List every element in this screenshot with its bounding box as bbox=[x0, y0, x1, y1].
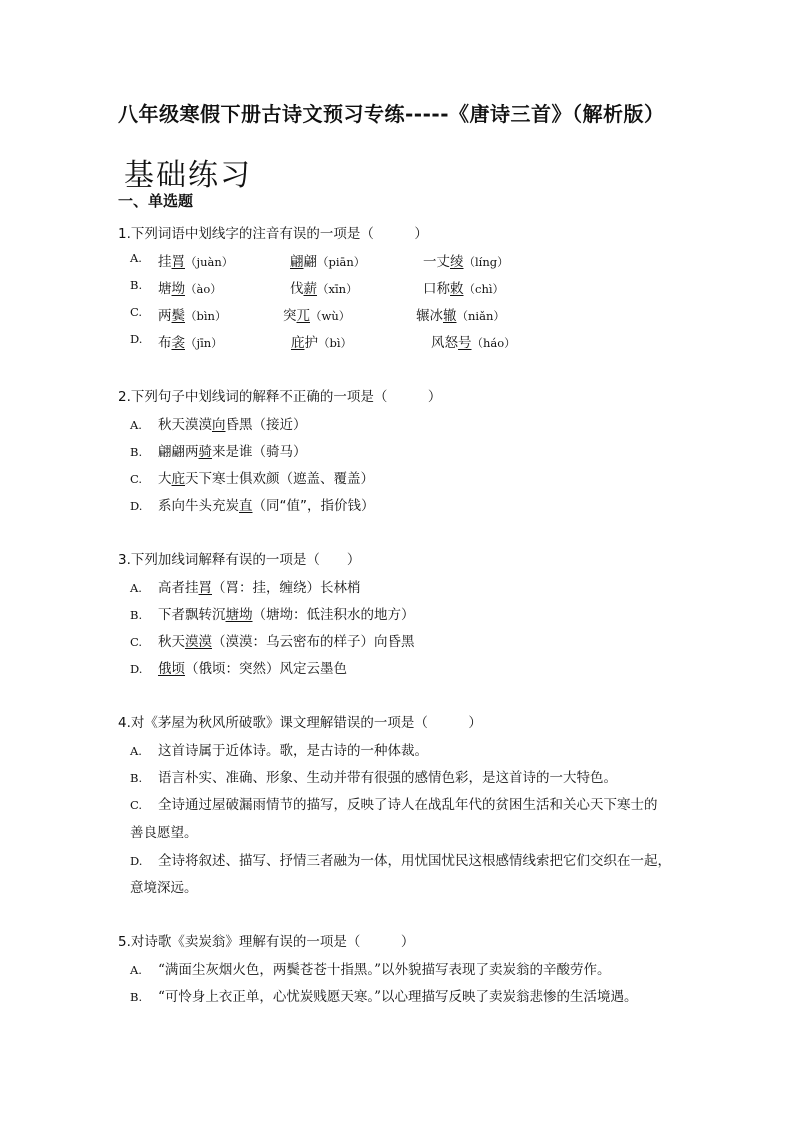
q1-option-b-letter: B. bbox=[130, 278, 143, 292]
q2-option-d: D. 系向牛头充炭直（同“值”，指价钱） bbox=[130, 498, 375, 514]
q1-b-item-3: 口称敕（chì） bbox=[423, 281, 505, 297]
section-title: 基础练习 bbox=[124, 158, 252, 193]
q1-c-item-2: 突兀（wù） bbox=[283, 308, 351, 324]
q1-b-item-1: 塘坳（ào） bbox=[158, 281, 222, 297]
q1-option-c-letter: C. bbox=[130, 305, 143, 319]
question-5-stem: 5.对诗歌《卖炭翁》理解有误的一项是（ ） bbox=[118, 934, 415, 950]
q3-option-a: A. 高者挂罥（罥：挂，缠绕）长林梢 bbox=[130, 580, 361, 596]
q1-c-item-3: 辗冰辙（niǎn） bbox=[416, 308, 505, 324]
q1-a-item-2: 翩翩（piān） bbox=[290, 254, 366, 270]
q1-option-d-letter: D. bbox=[130, 332, 143, 346]
q5-option-b: B. “可怜身上衣正单，心忧炭贱愿天寒。”以心理描写反映了卖炭翁悲惨的生活境遇。 bbox=[130, 989, 638, 1005]
q2-option-b: B. 翩翩两骑来是谁（骑马） bbox=[130, 444, 307, 460]
question-2-stem: 2.下列句子中划线词的解释不正确的一项是（ ） bbox=[118, 389, 442, 405]
q4-option-c: C. 全诗通过屋破漏雨情节的描写，反映了诗人在战乱年代的贫困生活和关心天下寒士的 bbox=[130, 797, 658, 813]
q1-a-item-3: 一丈绫（líng） bbox=[423, 254, 509, 270]
q1-d-item-1: 布衾（jīn） bbox=[158, 335, 223, 351]
q4-option-a: A. 这首诗属于近体诗。歌，是古诗的一种体裁。 bbox=[130, 743, 428, 759]
q3-option-c: C. 秋天漠漠（漠漠：乌云密布的样子）向昏黑 bbox=[130, 634, 415, 650]
page-title: 八年级寒假下册古诗文预习专练-----《唐诗三首》（解析版） bbox=[118, 102, 665, 126]
q2-option-c: C. 大庇天下寒士俱欢颜（遮盖、覆盖） bbox=[130, 471, 374, 487]
q1-c-item-1: 两鬓（bìn） bbox=[158, 308, 227, 324]
question-4-stem: 4.对《茅屋为秋风所破歌》课文理解错误的一项是（ ） bbox=[118, 715, 482, 731]
q4-option-d: D. 全诗将叙述、描写、抒情三者融为一体，用忧国忧民这根感情线索把它们交织在一起， bbox=[130, 853, 671, 869]
question-3-stem: 3.下列加线词解释有误的一项是（ ） bbox=[118, 552, 361, 568]
q2-option-a: A. 秋天漠漠向昏黑（接近） bbox=[130, 417, 307, 433]
q3-option-d: D. 俄顷（俄顷：突然）风定云墨色 bbox=[130, 661, 347, 677]
q1-d-item-2: 庇护（bì） bbox=[291, 335, 353, 351]
section-subtitle: 一、单选题 bbox=[118, 192, 194, 210]
q1-d-item-3: 风怒号（háo） bbox=[431, 335, 516, 351]
q1-option-a-letter: A. bbox=[130, 251, 142, 265]
q1-a-item-1: 挂罥（juàn） bbox=[158, 254, 234, 270]
q3-option-b: B. 下者飘转沉塘坳（塘坳：低洼积水的地方） bbox=[130, 607, 415, 623]
q1-b-item-2: 伐薪（xīn） bbox=[290, 281, 358, 297]
q4-option-c-continued: 善良愿望。 bbox=[130, 825, 198, 841]
q5-option-a: A. “满面尘灰烟火色，两鬓苍苍十指黑。”以外貌描写表现了卖炭翁的辛酸劳作。 bbox=[130, 962, 611, 978]
q4-option-b: B. 语言朴实、准确、形象、生动并带有很强的感情色彩，是这首诗的一大特色。 bbox=[130, 770, 617, 786]
q4-option-d-continued: 意境深远。 bbox=[130, 880, 198, 896]
question-1-stem: 1.下列词语中划线字的注音有误的一项是（ ） bbox=[118, 226, 428, 242]
